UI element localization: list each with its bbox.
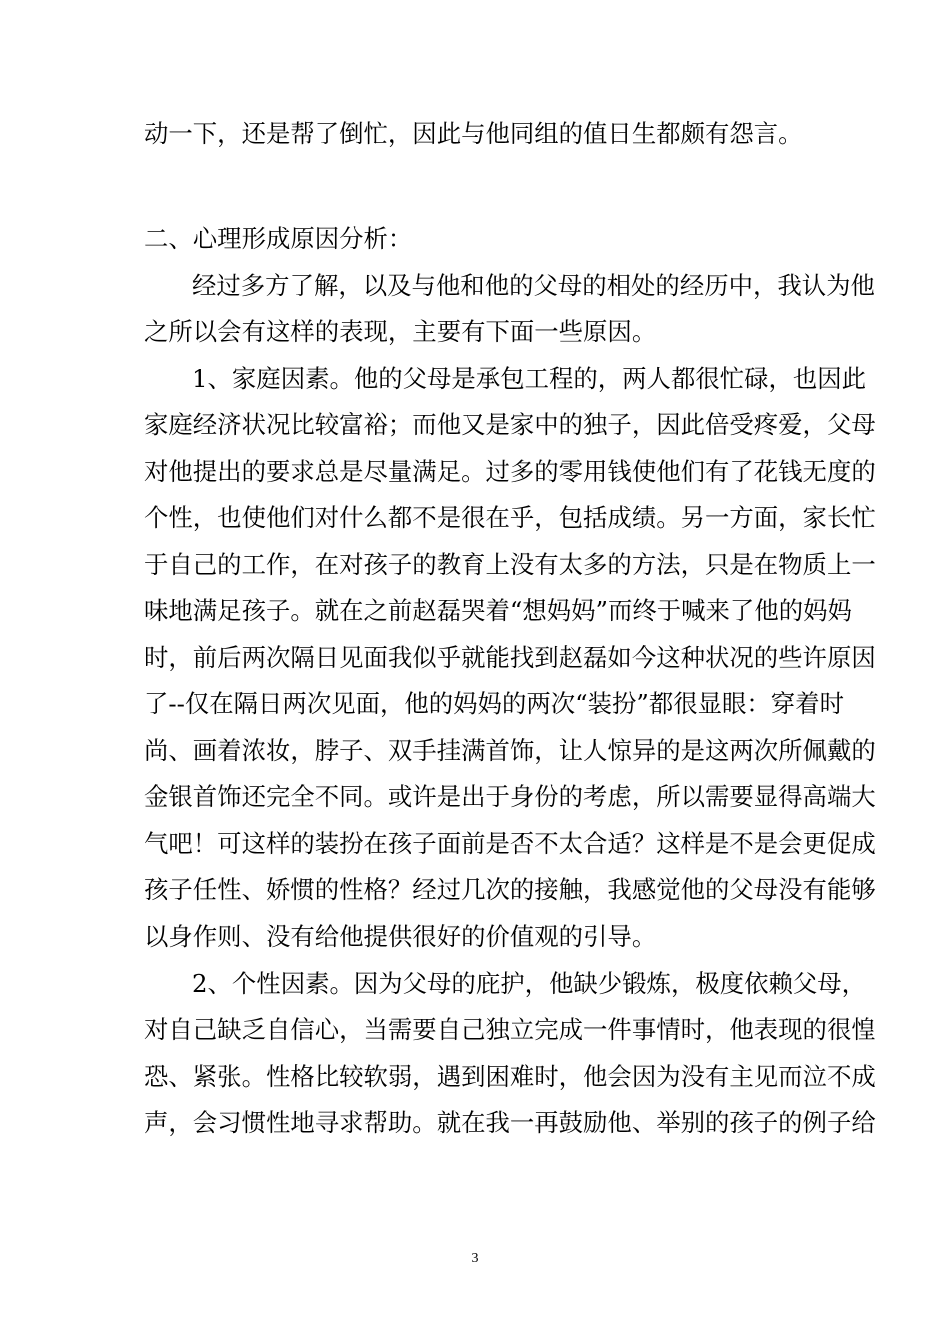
paragraph-line: 尚、画着浓妆，脖子、双手挂满首饰，让人惊异的是这两次所佩戴的 [144,736,876,765]
paragraph-line: 声，会习惯性地寻求帮助。就在我一再鼓励他、举别的孩子的例子给 [144,1108,876,1137]
paragraph-line: 孩子任性、娇惯的性格？经过几次的接触，我感觉他的父母没有能够 [144,875,876,904]
paragraph-line: 2、个性因素。因为父母的庇护，他缺少锻炼，极度依赖父母， [192,969,867,998]
paragraph-line: 金银首饰还完全不同。或许是出于身份的考虑，所以需要显得高端大 [144,782,876,811]
paragraph-line: 之所以会有这样的表现，主要有下面一些原因。 [144,317,657,346]
section-heading: 二、心理形成原因分析： [144,224,413,253]
paragraph-line: 味地满足孩子。就在之前赵磊哭着“想妈妈”而终于喊来了他的妈妈 [144,596,852,625]
paragraph-line: 以身作则、没有给他提供很好的价值观的引导。 [144,922,657,951]
paragraph-line: 1、家庭因素。他的父母是承包工程的，两人都很忙碌，也因此 [192,364,867,393]
paragraph-line: 个性，也使他们对什么都不是很在乎，包括成绩。另一方面，家长忙 [144,503,876,532]
paragraph-line: 对自己缺乏自信心，当需要自己独立完成一件事情时，他表现的很惶 [144,1015,876,1044]
paragraph-line: 于自己的工作，在对孩子的教育上没有太多的方法，只是在物质上一 [144,550,876,579]
paragraph-line: 气吧！可这样的装扮在孩子面前是否不太合适？这样是不是会更促成 [144,829,876,858]
paragraph-line: 恐、紧张。性格比较软弱，遇到困难时，他会因为没有主见而泣不成 [144,1062,876,1091]
paragraph-line: 经过多方了解，以及与他和他的父母的相处的经历中，我认为他 [192,271,875,300]
paragraph-line: 时，前后两次隔日见面我似乎就能找到赵磊如今这种状况的些许原因 [144,643,876,672]
paragraph-line: 家庭经济状况比较富裕；而他又是家中的独子，因此倍受疼爱，父母 [144,410,876,439]
page-number: 3 [471,1251,479,1266]
text-line-continuation: 动一下，还是帮了倒忙，因此与他同组的值日生都颇有怨言。 [144,119,803,148]
paragraph-line: 了--仅在隔日两次见面，他的妈妈的两次“装扮”都很显眼：穿着时 [144,689,844,718]
paragraph-line: 对他提出的要求总是尽量满足。过多的零用钱使他们有了花钱无度的 [144,457,876,486]
